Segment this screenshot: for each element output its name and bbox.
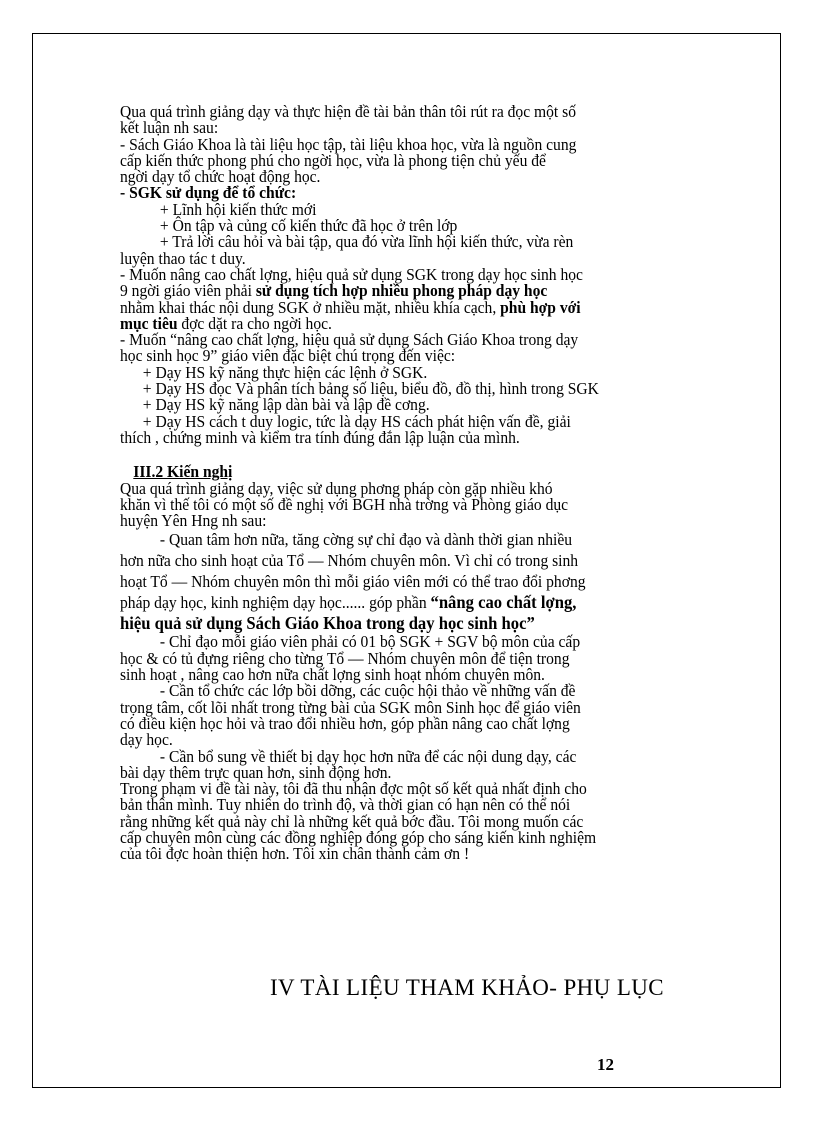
- text-line: - Cần tổ chức các lớp bồi dỡng, các cuộc hội thảo về những vấn đề: [159, 681, 576, 701]
- text-line: Trong phạm vi đề tài này, tôi đã thu nhận đợc một số kết quả nhất định cho: [120, 779, 587, 799]
- text-line: kết luận nh sau:: [120, 118, 219, 138]
- bullet-item: + Lĩnh hội kiến thức mới: [159, 199, 317, 219]
- emphasis-span: mục tiêu: [120, 313, 178, 333]
- bullet-item: + Dạy HS cách t duy logic, tức là dạy HS cách phát hiện vấn đề, giải: [142, 411, 571, 431]
- text-span: đợc dặt ra cho ngời học.: [177, 313, 332, 333]
- text-span: nhằm khai thác nội dung SGK ở nhiều mặt, nhiều khía cạch,: [120, 297, 501, 317]
- emphasis-span: “nâng cao chất lợng,: [430, 592, 577, 613]
- text-line: - Quan tâm hơn nữa, tăng cờng sự chỉ đạo và dành thời gian nhiều: [159, 530, 573, 550]
- text-line: - Cần bổ sung về thiết bị dạy học hơn nữa để các nội dung dạy, các: [159, 746, 577, 766]
- bullet-item: + Dạy HS kỹ năng thực hiện các lệnh ở SGK.: [142, 362, 428, 382]
- text-line: ngời dạy tổ chức hoạt động học.: [120, 167, 321, 187]
- text-line: bài dạy thêm trực quan hơn, sinh động hơn.: [120, 762, 392, 782]
- text-line: thích , chứng minh và kiểm tra tính đúng đắn lập luận của mình.: [120, 427, 520, 447]
- text-line: hoạt Tổ — Nhóm chuyên môn thì mỗi giáo viên mới có thể trao đổi phơng: [120, 572, 586, 592]
- text-line: Qua quá trình giảng dạy và thực hiện đề tài bản thân tôi rút ra đọc một số: [120, 102, 576, 121]
- bullet-item: + Dạy HS đọc Và phân tích bảng số liệu, biểu đồ, đồ thị, hình trong SGK: [142, 379, 599, 399]
- document-body: [120, 104, 666, 863]
- text-line: - Muốn “nâng cao chất lợng, hiệu quả sử dụng Sách Giáo Khoa trong dạy: [120, 330, 579, 350]
- bullet-item: + Trả lời câu hỏi và bài tập, qua đó vừa lĩnh hội kiến thức, vừa rèn: [159, 232, 574, 252]
- text-line: - Muốn nâng cao chất lợng, hiệu quả sử dụng SGK trong dạy học sinh học: [120, 264, 583, 284]
- bullet-item: + Ôn tập và củng cố kiến thức đã học ở trên lớp: [159, 216, 458, 236]
- text-line: học & có tủ đựng riêng cho từng Tổ — Nhóm chuyên môn để tiện trong: [120, 648, 570, 668]
- text-line: học sinh học 9” giáo viên đặc biệt chú trọng đến việc:: [120, 346, 456, 366]
- text-line: hơn nữa cho sinh hoạt của Tổ — Nhóm chuyên môn. Vì chỉ có trong sinh: [120, 551, 579, 571]
- text-line: sinh hoạt , nâng cao hơn nữa chất lợng sinh hoạt nhóm chuyên môn.: [120, 665, 545, 685]
- text-line: Qua quá trình giảng dạy, việc sử dụng phơng pháp còn gặp nhiều khó: [120, 478, 553, 498]
- text-line: bản thân mình. Tuy nhiên do trình độ, và thời gian có hạn nên có thể nói: [120, 795, 571, 815]
- page-number: 12: [597, 1055, 614, 1074]
- section-title: III.2 Kiến nghị: [133, 462, 233, 482]
- text-span: pháp dạy học, kinh nghiệm dạy học...... góp phần: [120, 593, 431, 613]
- emphasis-line: hiệu quả sử dụng Sách Giáo Khoa trong dạy học sinh học”: [120, 613, 535, 634]
- text-line: của tôi đợc hoàn thiện hơn. Tôi xin chân thành cảm ơn !: [120, 844, 470, 864]
- text-line: khăn vì thế tôi có một số đề nghị với BGH nhà trờng và Phòng giáo dục: [120, 494, 569, 514]
- subheading: - SGK sử dụng để tổ chức:: [120, 183, 297, 203]
- text-line: dạy học.: [120, 730, 173, 750]
- text-line: luyện thao tác t duy.: [120, 248, 246, 268]
- text-line: có điều kiện học hỏi và trao đổi nhiều hơn, góp phần nâng cao chất lợng: [120, 713, 570, 733]
- text-line: cấp kiến thức phong phú cho ngời học, vừa là phong tiện chủ yếu để: [120, 150, 546, 170]
- bullet-item: + Dạy HS kỹ năng lập dàn bài và lập đề cơng.: [142, 395, 430, 415]
- text-line: - Chỉ đạo mỗi giáo viên phải có 01 bộ SGK + SGV bộ môn của cấp: [159, 632, 581, 652]
- text-span: 9 ngời giáo viên phải: [120, 281, 256, 301]
- emphasis-span: sử dụng tích hợp nhiều phong pháp dạy học: [255, 281, 548, 301]
- text-line: [120, 592, 666, 613]
- text-line: cấp chuyên môn cùng các đồng nghiệp đóng góp cho sáng kiến kinh nghiệm: [120, 827, 597, 847]
- text-line: trọng tâm, cốt lõi nhất trong từng bài của SGK môn Sinh học để giáo viên: [120, 697, 581, 717]
- emphasis-span: phù hợp với: [500, 297, 581, 317]
- section-heading: IV TÀI LIỆU THAM KHẢO- PHỤ LỤC: [270, 975, 665, 1000]
- text-line: - Sách Giáo Khoa là tài liệu học tập, tài liệu khoa học, vừa là nguồn cung: [120, 134, 577, 154]
- text-line: huyện Yên Hng nh sau:: [120, 511, 267, 531]
- text-line: rằng những kết quả này chỉ là những kết quả bớc đầu. Tôi mong muốn các: [120, 811, 584, 831]
